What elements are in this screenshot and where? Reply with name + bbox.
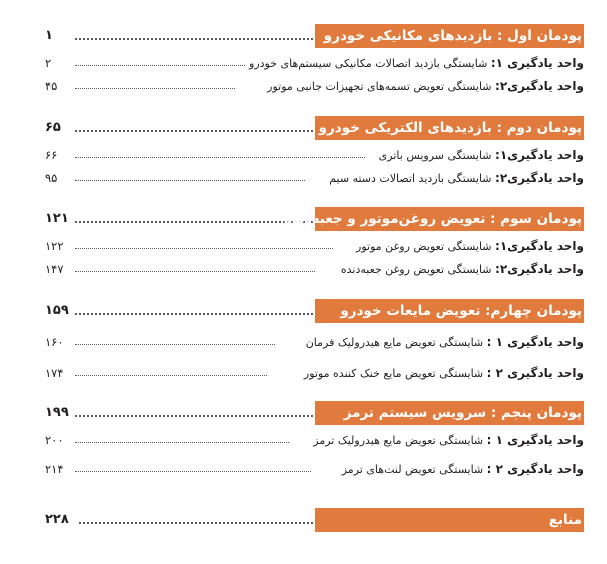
module-header — [45, 24, 584, 48]
unit-entry — [342, 459, 584, 480]
dot-leader — [75, 180, 305, 181]
unit-title: شایستگی تعویض مایع خنک کننده موتور — [303, 367, 484, 380]
module-header — [45, 116, 584, 140]
dot-leader — [79, 522, 313, 524]
unit-row — [45, 363, 584, 383]
dot-leader — [75, 221, 313, 223]
unit-label: واحد یادگیری ۱ : — [486, 433, 584, 447]
unit-label: واحد یادگیری۲: — [495, 171, 584, 185]
module-5 — [45, 401, 584, 479]
unit-row — [45, 145, 584, 165]
unit-label: واحد یادگیری ۲ : — [486, 462, 584, 476]
unit-page-number: ۴۵ — [45, 79, 58, 93]
unit-page-number: ۱۷۴ — [45, 366, 64, 380]
references-title: منابع — [315, 508, 584, 532]
module-header — [45, 401, 584, 425]
unit-row — [45, 76, 584, 96]
module-page-number: ۱۹۹ — [45, 405, 69, 420]
unit-page-number: ۲۰۰ — [45, 433, 64, 447]
module-title: پودمان دوم : بازدیدهای الکتریکی خودرو — [315, 116, 584, 140]
dot-leader — [75, 271, 315, 272]
references-page-number: ۲۲۸ — [45, 512, 69, 527]
module-page-number: ۱ — [45, 28, 53, 43]
module-4 — [45, 299, 584, 383]
unit-row — [45, 168, 584, 188]
unit-label: واحد یادگیری۲: — [495, 262, 584, 276]
module-page-number: ۱۵۹ — [45, 303, 69, 318]
unit-entry — [306, 332, 584, 353]
module-header — [45, 207, 584, 231]
unit-page-number: ۱۲۲ — [45, 239, 64, 253]
dot-leader — [75, 88, 235, 89]
unit-label: واحد یادگیری ۲ : — [486, 366, 584, 380]
module-page-number: ۱۲۱ — [45, 211, 69, 226]
unit-page-number: ۶۶ — [45, 148, 58, 162]
unit-title: شایستگی تعویض مایع هیدرولیک فرمان — [305, 336, 484, 349]
dot-leader — [75, 65, 245, 66]
unit-title: شایستگی بازدید اتصالات مکانیکی سیستم‌های خودرو — [249, 57, 488, 70]
module-header — [45, 299, 584, 323]
unit-entry — [304, 363, 584, 384]
module-title: پودمان اول : بازدیدهای مکانیکی خودرو — [315, 24, 584, 48]
module-title: پودمان چهارم: تعویض مایعات خودرو — [315, 299, 584, 323]
unit-row — [45, 430, 584, 450]
unit-label: واحد یادگیری ۱: — [490, 56, 584, 70]
unit-title: شایستگی تعویض مایع هیدرولیک ترمز — [313, 434, 484, 447]
unit-entry — [249, 53, 584, 74]
dot-leader — [75, 313, 313, 315]
module-title: پودمان پنجم : سرویس سیستم ترمز — [315, 401, 584, 425]
unit-entry — [313, 430, 584, 451]
unit-row — [45, 236, 584, 256]
unit-title: شایستگی سرویس باتری — [378, 149, 492, 162]
unit-label: واحد یادگیری ۱ : — [486, 335, 584, 349]
module-page-number: ۶۵ — [45, 120, 61, 135]
unit-entry — [329, 168, 584, 189]
unit-page-number: ۲۱۴ — [45, 462, 64, 476]
dot-leader — [75, 442, 289, 443]
module-2 — [45, 116, 584, 188]
references-section — [45, 508, 584, 532]
dot-leader — [75, 38, 313, 40]
unit-label: واحد یادگیری۱: — [495, 239, 584, 253]
unit-label: واحد یادگیری۲: — [495, 79, 584, 93]
unit-entry — [356, 236, 584, 257]
dot-leader — [75, 130, 313, 132]
unit-row — [45, 332, 584, 352]
unit-title: شایستگی بازدید اتصالات دسته سیم — [329, 172, 492, 185]
unit-row — [45, 53, 584, 73]
unit-title: شایستگی تعویض تسمه‌های تجهیزات جانبی موتور — [267, 80, 492, 93]
unit-page-number: ۱۴۷ — [45, 262, 64, 276]
unit-page-number: ۲ — [45, 56, 52, 70]
dot-leader — [75, 415, 313, 417]
module-1 — [45, 24, 584, 96]
dot-leader — [75, 344, 275, 345]
unit-entry — [379, 145, 584, 166]
unit-title: شایستگی تعویض روغن جعبه‌دنده — [340, 263, 492, 276]
unit-title: شایستگی تعویض روغن موتور — [356, 240, 492, 253]
unit-row — [45, 459, 584, 479]
module-title: پودمان سوم : تعویض روغن‌موتور و جعبه‌دنده — [315, 207, 584, 231]
dot-leader — [75, 375, 267, 376]
unit-row — [45, 259, 584, 279]
dot-leader — [75, 471, 311, 472]
references-header — [45, 508, 584, 532]
module-3 — [45, 207, 584, 279]
unit-label: واحد یادگیری۱: — [495, 148, 584, 162]
unit-entry — [267, 76, 584, 97]
unit-page-number: ۱۶۰ — [45, 335, 64, 349]
dot-leader — [75, 157, 365, 158]
unit-entry — [341, 259, 584, 280]
unit-title: شایستگی تعویض لنت‌های ترمز — [341, 463, 484, 476]
dot-leader — [75, 248, 333, 249]
unit-page-number: ۹۵ — [45, 171, 58, 185]
